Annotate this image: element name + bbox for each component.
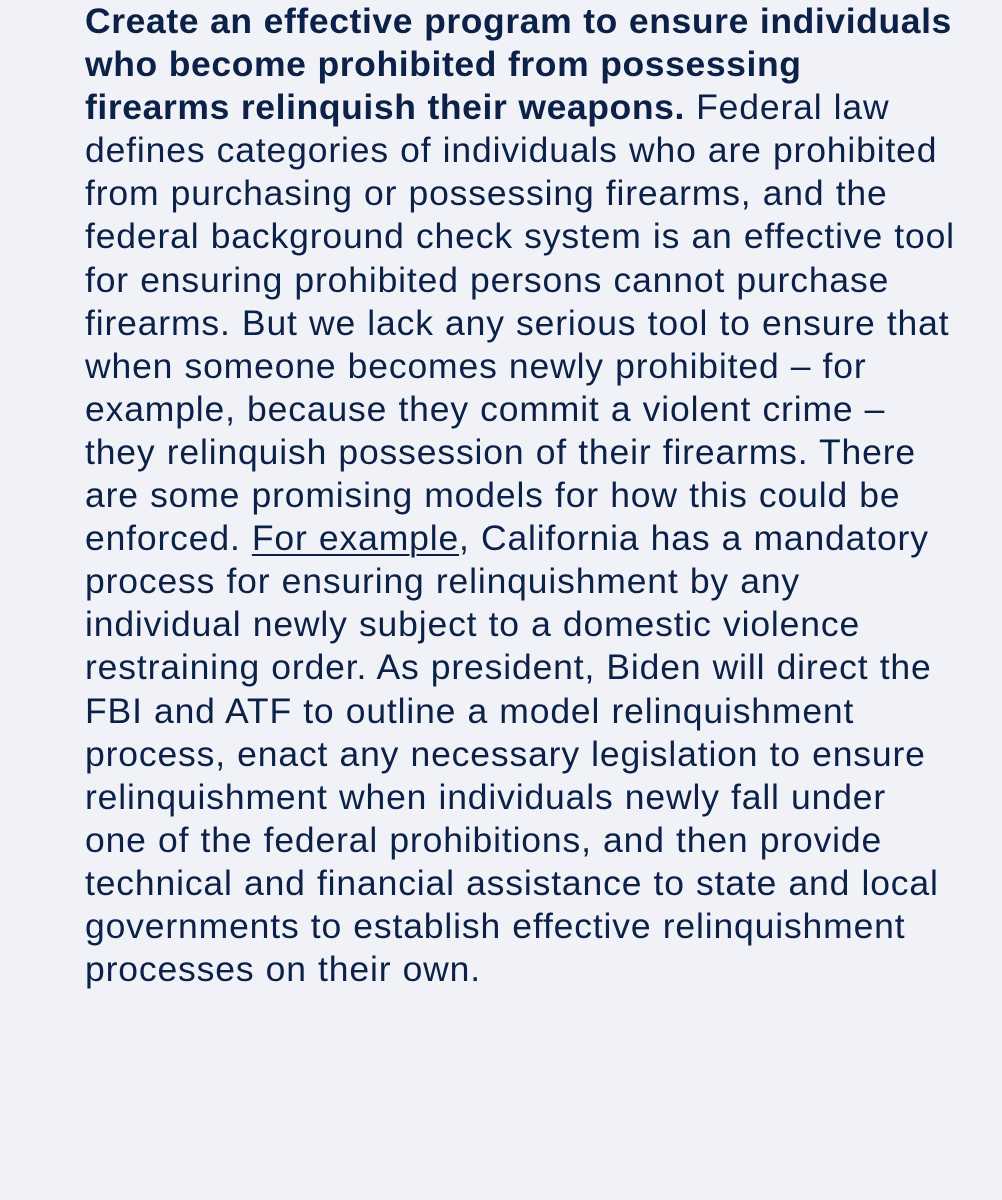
paragraph-body-text-continued: , California has a mandatory process for ensuring relinquishment by any individual newly subject to a domestic violence restraining order. As president, Biden will direct the FBI and ATF to outline a model relinquishment process, enact any necessary legislation to ensure relinquishment when individuals newly fall under one of the federal prohibitions, and then provide technical and financial assistance to state and local governments to establish effective relinquishment processes on their own. — [85, 518, 939, 990]
paragraph-body-text: Federal law defines categories of individuals who are prohibited from purchasing or possessing firearms, and the federal background check system is an effective tool for ensuring prohibited persons cannot purchase firearms. But we lack any serious tool to ensure that when someone becomes newly prohibited – for example, because they commit a violent crime – they relinquish possession of their firearms. There are some promising models for how this could be enforced. — [85, 87, 955, 559]
paragraph-lead-heading: Create an effective program to ensure individuals who become prohibited from possessing firearms relinquish their weapons. — [85, 1, 952, 128]
for-example-link[interactable]: For example — [251, 518, 460, 559]
policy-paragraph — [85, 0, 955, 991]
